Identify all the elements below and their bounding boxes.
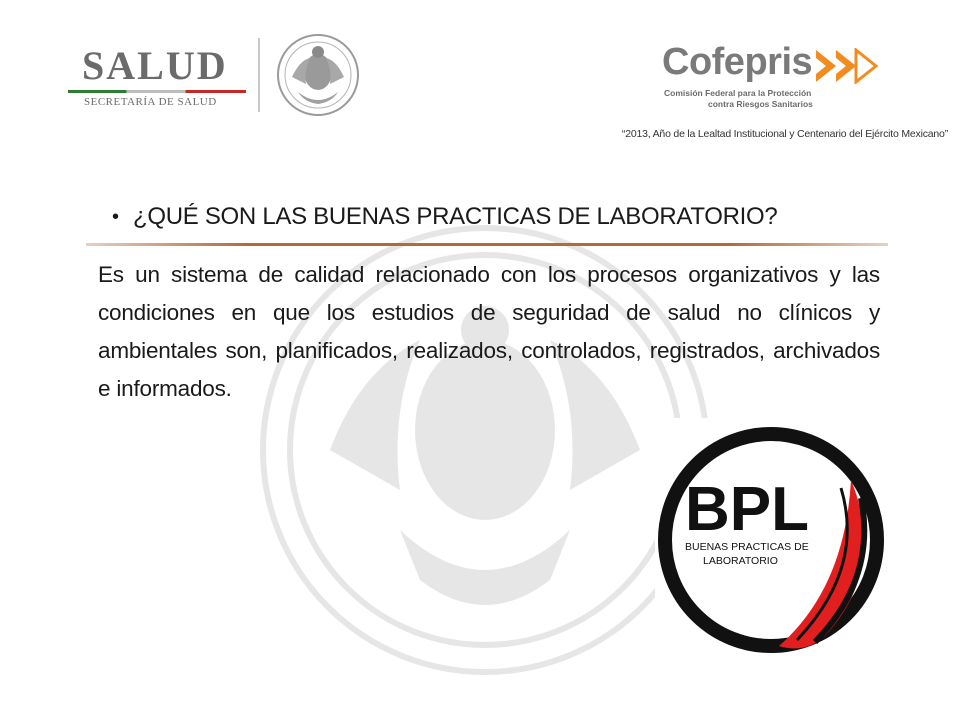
title-row xyxy=(112,202,892,232)
bpl-logo-line2: LABORATORIO xyxy=(703,555,778,567)
bpl-logo xyxy=(655,418,887,662)
bpl-logo-line1: BUENAS PRACTICAS DE xyxy=(685,541,809,553)
cofepris-logo xyxy=(660,40,890,130)
bpl-logo-acronym: BPL xyxy=(685,475,809,544)
cofepris-logo-line2: contra Riesgos Sanitarios xyxy=(708,99,813,109)
definition-paragraph: Es un sistema de calidad relacionado con los procesos organizativos y las condiciones en que los estudios de seguridad de salud no clínicos y ambientales son, planificados, realizados, controlados, registrados, archivados e informados. xyxy=(98,262,880,401)
cofepris-logo-word: Cofepris xyxy=(662,41,813,83)
header-divider xyxy=(258,38,260,112)
cofepris-arrows-icon xyxy=(814,48,884,84)
salud-logo-word: SALUD xyxy=(82,43,228,88)
mexican-seal-icon xyxy=(270,32,366,118)
cofepris-logo-line1: Comisión Federal para la Protección xyxy=(664,88,812,98)
title-bullet: • xyxy=(112,206,120,228)
salud-logo xyxy=(62,38,252,118)
salud-logo-subtitle: SECRETARÍA DE SALUD xyxy=(84,96,217,108)
salud-logo-bar xyxy=(68,90,246,93)
title-rule xyxy=(86,243,888,246)
slide-title: ¿QUÉ SON LAS BUENAS PRACTICAS DE LABORATORIO? xyxy=(133,203,778,230)
year-motto: “2013, Año de la Lealtad Institucional y Centenario del Ejército Mexicano” xyxy=(621,128,948,140)
